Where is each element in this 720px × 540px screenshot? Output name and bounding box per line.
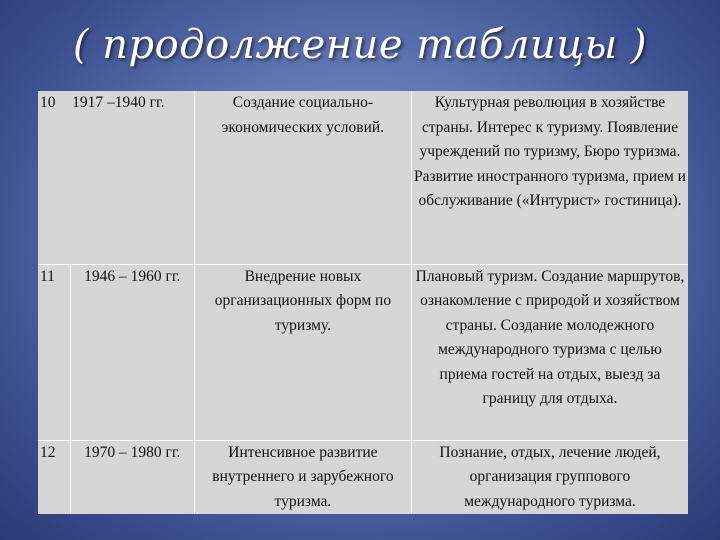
period-cell: 1946 – 1960 гг. [70,264,194,440]
conditions-cell: Создание социально-экономических условий. [194,91,411,264]
row-number: 11 [38,264,70,440]
period-cell: 1917 –1940 гг. [72,94,165,111]
row-number: 10 [40,94,56,111]
history-table [38,91,688,514]
results-cell: Культурная революция в хозяйстве страны. Интерес к туризму. Появление учреждений по туризму, Бюро туризма. Развитие иностранного туризма, прием и обслуживание («Интурист» гостиница). [411,91,688,264]
period-cell: 1970 – 1980 гг. [70,440,194,514]
slide-title: ( продолжение таблицы ) [72,22,648,68]
table-row [38,91,688,264]
results-cell: Плановый туризм. Создание маршрутов, ознакомление с природой и хозяйством страны. Создание молодежного международного туризма с целью приема гостей на отдых, выезд за границу для отдыха. [411,264,688,440]
conditions-cell: Внедрение новых организационных форм по туризму. [194,264,411,440]
conditions-cell: Интенсивное развитие внутреннего и зарубежного туризма. [194,440,411,514]
table-row [38,264,688,440]
results-cell: Познание, отдых, лечение людей, организация группового международного туризма. [411,440,688,514]
table-row [38,440,688,514]
row-number: 12 [38,440,70,514]
